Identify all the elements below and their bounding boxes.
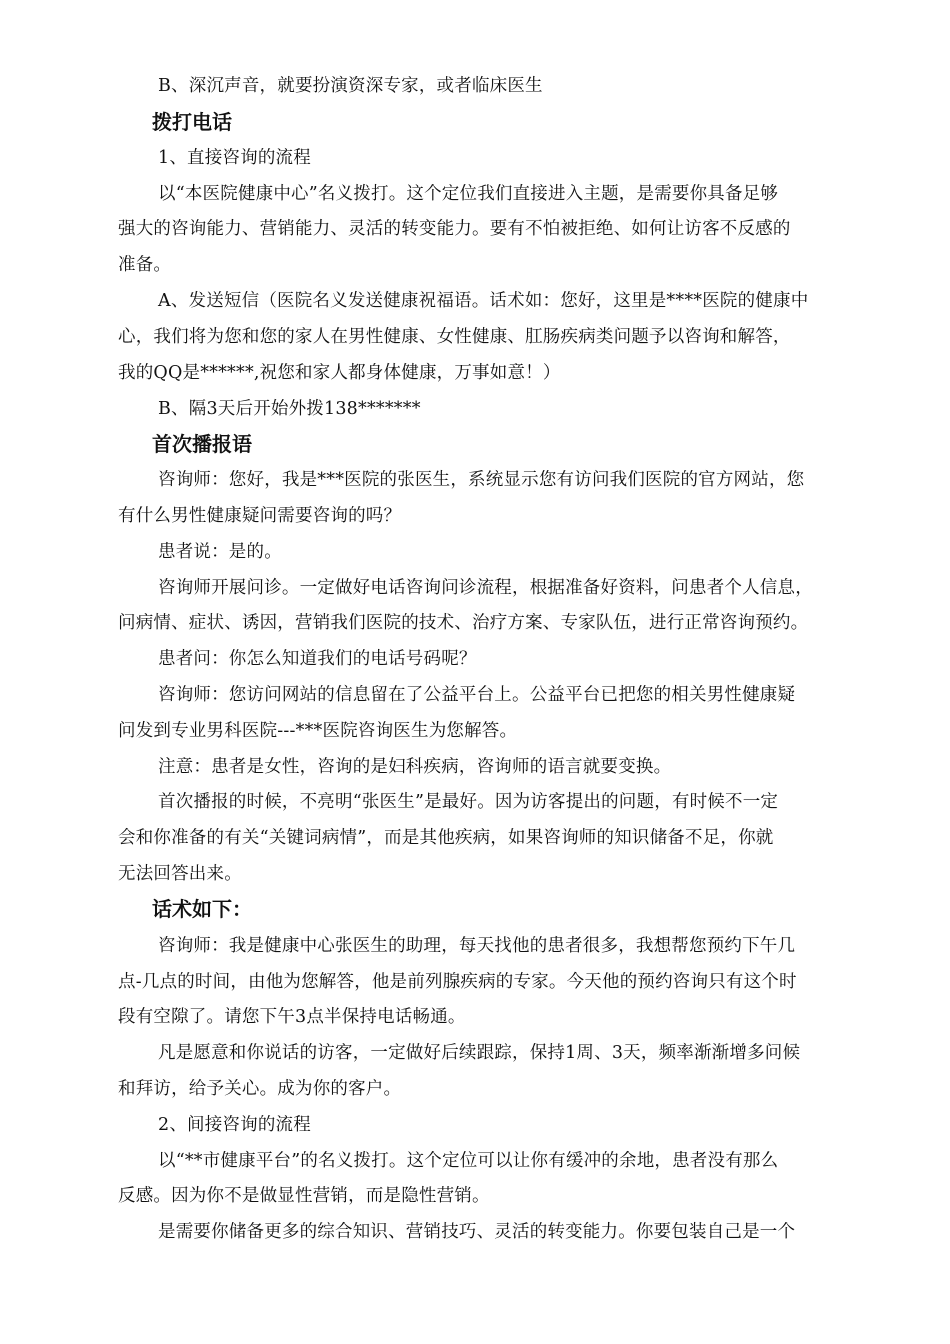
paragraph-line: 强大的咨询能力、营销能力、灵活的转变能力。要有不怕被拒绝、如何让访客不反感的 bbox=[118, 219, 791, 239]
paragraph-line: 点-几点的时间，由他为您解答，他是前列腺疾病的专家。今天他的预约咨询只有这个时 bbox=[118, 972, 797, 992]
paragraph-line: 问病情、症状、诱因，营销我们医院的技术、治疗方案、专家队伍，进行正常咨询预约。 bbox=[118, 613, 809, 633]
paragraph-line: 注意：患者是女性，咨询的是妇科疾病，咨询师的语言就要变换。 bbox=[158, 757, 672, 777]
paragraph-line: B、深沉声音，就要扮演资深专家，或者临床医生 bbox=[158, 76, 543, 96]
paragraph-line: 准备。 bbox=[118, 255, 172, 275]
paragraph-line: 无法回答出来。 bbox=[118, 864, 242, 884]
paragraph-line: 反感。因为你不是做显性营销，而是隐性营销。 bbox=[118, 1186, 490, 1206]
paragraph-line: 首次播报的时候，不亮明“张医生”是最好。因为访客提出的问题，有时候不一定 bbox=[158, 792, 779, 812]
paragraph-line: A、发送短信（医院名义发送健康祝福语。话术如：您好，这里是****医院的健康中 bbox=[158, 291, 809, 311]
paragraph-line: 咨询师：您访问网站的信息留在了公益平台上。公益平台已把您的相关男性健康疑 bbox=[158, 685, 796, 705]
paragraph-line: 我的QQ是******,祝您和家人都身体健康，万事如意！） bbox=[118, 363, 561, 383]
paragraph-line: 和拜访，给予关心。成为你的客户。 bbox=[118, 1079, 402, 1099]
paragraph-line: 凡是愿意和你说话的访客，一定做好后续跟踪，保持1周、3天，频率渐渐增多问候 bbox=[158, 1043, 801, 1063]
section-heading-first-broadcast: 首次播报语 bbox=[152, 432, 252, 456]
paragraph-line: 心，我们将为您和您的家人在男性健康、女性健康、肛肠疾病类问题予以咨询和解答， bbox=[118, 327, 791, 347]
paragraph-line: 咨询师开展问诊。一定做好电话咨询问诊流程，根据准备好资料，问患者个人信息， bbox=[158, 578, 813, 598]
paragraph-line: 是需要你储备更多的综合知识、营销技巧、灵活的转变能力。你要包装自己是一个 bbox=[158, 1222, 796, 1242]
subsection-title-direct-consult: 1、直接咨询的流程 bbox=[158, 148, 311, 168]
section-heading-script: 话术如下： bbox=[152, 897, 252, 921]
section-heading-dial-phone: 拨打电话 bbox=[152, 110, 232, 134]
paragraph-line: 问发到专业男科医院---***医院咨询医生为您解答。 bbox=[118, 721, 518, 741]
paragraph-line: 咨询师：您好，我是***医院的张医生，系统显示您有访问我们医院的官方网站，您 bbox=[158, 470, 805, 490]
paragraph-line: 有什么男性健康疑问需要咨询的吗？ bbox=[118, 506, 402, 526]
subsection-title-indirect-consult: 2、间接咨询的流程 bbox=[158, 1115, 311, 1135]
paragraph-line: 咨询师：我是健康中心张医生的助理，每天找他的患者很多，我想帮您预约下午几 bbox=[158, 936, 796, 956]
paragraph-line: 以“本医院健康中心”名义拨打。这个定位我们直接进入主题，是需要你具备足够 bbox=[158, 184, 779, 204]
paragraph-line: 段有空隙了。请您下午3点半保持电话畅通。 bbox=[118, 1007, 466, 1027]
paragraph-line: 患者问：你怎么知道我们的电话号码呢？ bbox=[158, 649, 477, 669]
paragraph-line: 患者说：是的。 bbox=[158, 542, 282, 562]
paragraph-line: B、隔3天后开始外拨138******* bbox=[158, 399, 421, 419]
paragraph-line: 以“**市健康平台”的名义拨打。这个定位可以让你有缓冲的余地，患者没有那么 bbox=[158, 1151, 779, 1171]
paragraph-line: 会和你准备的有关“关键词病情”，而是其他疾病，如果咨询师的知识储备不足，你就 bbox=[118, 828, 774, 848]
